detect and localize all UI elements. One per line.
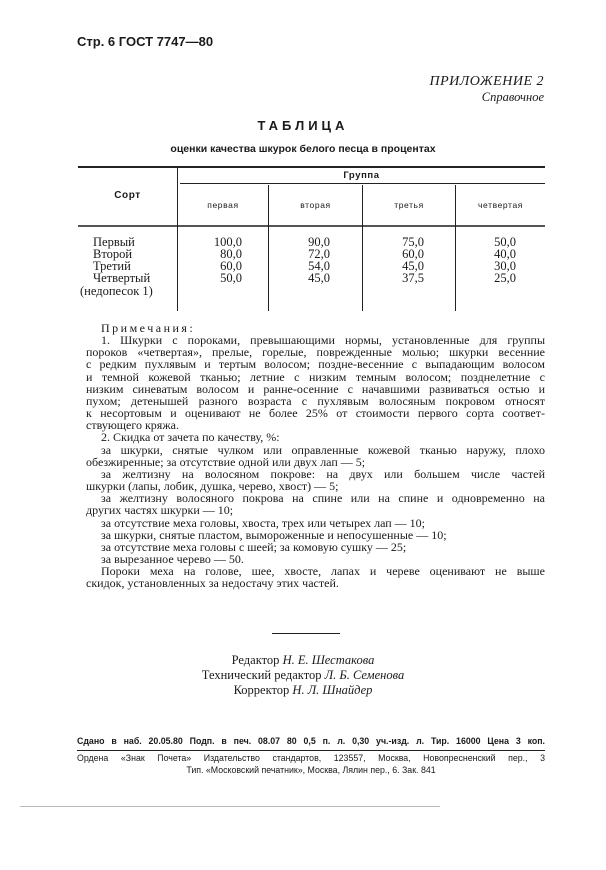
note-line: за желтизну на волосяном покрове: на двух или большем числе частей [101, 466, 545, 481]
table-header-rule [78, 225, 545, 227]
note-line: пухом; детенышей разного возраста с пухлявым волосяным покровом относят [86, 393, 545, 408]
imprint-rule [77, 750, 545, 751]
sort-header: Сорт [114, 190, 141, 201]
cell-value: 90,0 [308, 235, 330, 249]
column-header: четвертая [478, 200, 523, 210]
credit-proofreader [0, 683, 606, 698]
note-line: ствующего кряжа. [86, 418, 179, 433]
cell-value: 80,0 [220, 247, 242, 261]
table-subtitle: оценки качества шкурок белого песца в процентах [170, 143, 436, 155]
cell-value: 75,0 [402, 235, 424, 249]
note-line: с редким пухлявым и тертым волосом; поздне-весенние с выпадающим волосом [86, 357, 545, 372]
note-line: низким синеватым волосом и ранне-осенние с начавшими развиваться остью и [86, 381, 545, 396]
section-divider [272, 633, 340, 634]
note-line: за вырезанное черево — 50. [101, 551, 244, 566]
note-line: за отсутствие меха головы с шеей; за комовую сушку — 25; [101, 539, 407, 554]
appendix-title: ПРИЛОЖЕНИЕ 2 [429, 74, 544, 89]
column-header: первая [207, 200, 239, 210]
cell-value: 25,0 [494, 271, 516, 285]
table-top-rule [78, 166, 545, 168]
cell-value: 45,0 [402, 259, 424, 273]
row-label: Первый [93, 235, 135, 249]
note-line: 2. Скидка от зачета по качеству, %: [101, 430, 280, 445]
table-divider [177, 166, 178, 311]
imprint-line: Ордена «Знак Почета» Издательство стандартов, 123557, Москва, Новопресненский пер., 3 [77, 753, 545, 763]
notes [86, 322, 545, 589]
credit-role: Корректор [233, 683, 290, 697]
imprint-line: Сдано в наб. 20.05.80 Подп. в печ. 08.07 80 0,5 п. л. 0,30 уч.-изд. л. Тир. 16000 Цена 3 коп. [77, 736, 545, 746]
credit-editor [0, 653, 606, 668]
cell-value: 54,0 [308, 259, 330, 273]
cell-value: 45,0 [308, 271, 330, 285]
note-line: к несортовым и оценивают не более 25% от стоимости первого сорта соответ- [86, 406, 545, 421]
note-line: 1. Шкурки с пороками, превышающими нормы, установленные для группы [101, 333, 545, 348]
table-group-rule [180, 183, 545, 184]
row-label: Второй [93, 247, 133, 261]
credit-name: Н. Е. Шестакова [282, 653, 375, 667]
note-line: за желтизну волосяного покрова на спине или на спине и одновременно на [101, 491, 545, 506]
imprint-line: Тип. «Московский печатник», Москва, Лялин пер., 6. Зак. 841 [186, 765, 436, 775]
credit-name: Л. Б. Семенова [324, 668, 405, 682]
column-header: вторая [300, 200, 331, 210]
note-line: за шкурки, снятые чулком или оправленные кожевой тканью наружу, плохо [101, 442, 545, 457]
cell-value: 30,0 [494, 259, 516, 273]
row-label-note: (недопесок 1) [80, 284, 153, 298]
column-header: третья [394, 200, 424, 210]
note-line: и темной кожевой тканью; летние с низким темным волосом; позднелетние с [86, 369, 545, 384]
note-line: шкурки (лапы, лобик, душка, черево, хвост) — 5; [86, 479, 339, 494]
cell-value: 50,0 [494, 235, 516, 249]
credit-name: Н. Л. Шнайдер [292, 683, 373, 697]
group-header: Группа [343, 170, 380, 181]
cell-value: 100,0 [213, 235, 242, 249]
note-line: обезжиренные; за отсутствие одной или двух лап — 5; [86, 454, 366, 469]
note-line: пороков «четвертая», прелые, горелые, поврежденные молью; шкурки весенние [86, 345, 545, 360]
credit-role: Редактор [231, 653, 280, 667]
credit-role: Технический редактор [201, 668, 322, 682]
cell-value: 60,0 [220, 259, 242, 273]
cell-value: 40,0 [494, 247, 516, 261]
note-line: других частях шкурки — 10; [86, 503, 234, 518]
notes-heading: Примечания: [101, 321, 196, 335]
note-line: за шкурки, снятые пластом, вымороженные и непосушенные — 10; [101, 527, 447, 542]
scan-edge-line [20, 806, 440, 807]
note-line: скидок, установленных за недостачу этих частей. [86, 576, 339, 591]
note-line: за отсутствие меха головы, хвоста, трех или четырех лап — 10; [101, 515, 426, 530]
cell-value: 50,0 [220, 271, 242, 285]
table-title: ТАБЛИЦА [257, 118, 349, 133]
cell-value: 37,5 [402, 271, 424, 285]
page-header: Стр. 6 ГОСТ 7747—80 [77, 34, 214, 49]
row-label: Четвертый [93, 271, 151, 285]
appendix-subtitle: Справочное [481, 90, 544, 104]
row-label: Третий [93, 259, 131, 273]
note-line: Пороки меха на голове, шее, хвосте, лапах и череве оценивают не выше [101, 564, 545, 579]
cell-value: 60,0 [402, 247, 424, 261]
cell-value: 72,0 [308, 247, 330, 261]
credit-tech-editor [0, 668, 606, 683]
